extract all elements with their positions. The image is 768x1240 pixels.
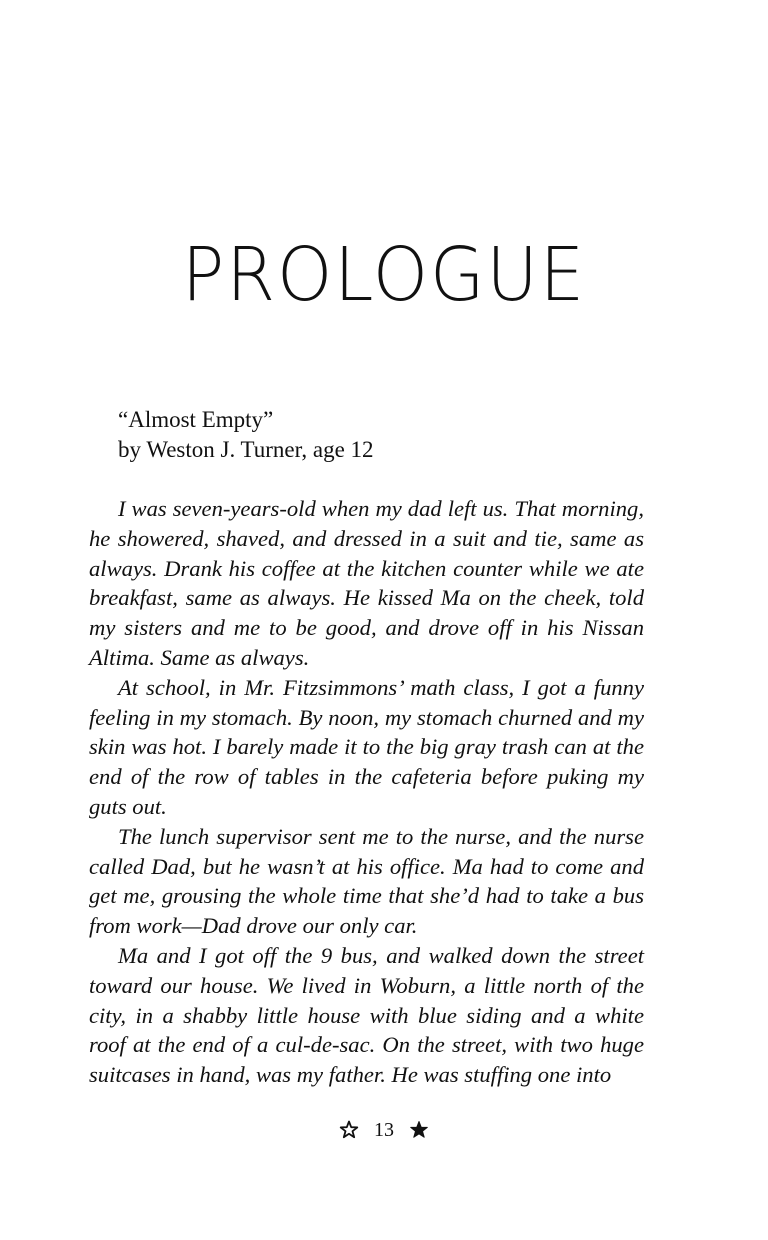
poem-title: “Almost Empty” [118, 407, 274, 432]
body-text [89, 494, 644, 1090]
paragraph: At school, in Mr. Fitzsimmons’ math class, I got a funny feeling in my stomach. By noon, my stomach churned and my skin was hot. I barely made it to the big gray trash can at the end of the row of tables in the cafeteria before puking my guts out. [89, 674, 644, 819]
poem-heading [118, 405, 374, 465]
page-number: 13 [374, 1119, 394, 1142]
paragraph: Ma and I got off the 9 bus, and walked down the street toward our house. We lived in Woburn, a little north of the city, in a shabby little house with blue siding and a white roof at the end of a cul-de-sac. On the street, with two huge suitcases in hand, was my father. He was stuffing one into [89, 942, 644, 1088]
page-footer [0, 1116, 768, 1143]
filled-star-icon [409, 1120, 429, 1140]
paragraph: I was seven-years-old when my dad left us. That morning, he showered, shaved, and dressed in a suit and tie, same as always. Drank his coffee at the kitchen counter while we ate breakfast, same as always. He kissed Ma on the cheek, told my sisters and me to be good, and drove off in his Nissan Altima. Same as always. [89, 496, 644, 670]
outline-star-icon [339, 1120, 359, 1140]
paragraph: The lunch supervisor sent me to the nurse, and the nurse called Dad, but he wasn’t at his office. Ma had to come and get me, grousing the whole time that she’d had to take a bus from work—Dad drove our only car. [89, 823, 644, 939]
chapter-title: PROLOGUE [181, 232, 587, 318]
poem-byline: by Weston J. Turner, age 12 [118, 437, 374, 462]
